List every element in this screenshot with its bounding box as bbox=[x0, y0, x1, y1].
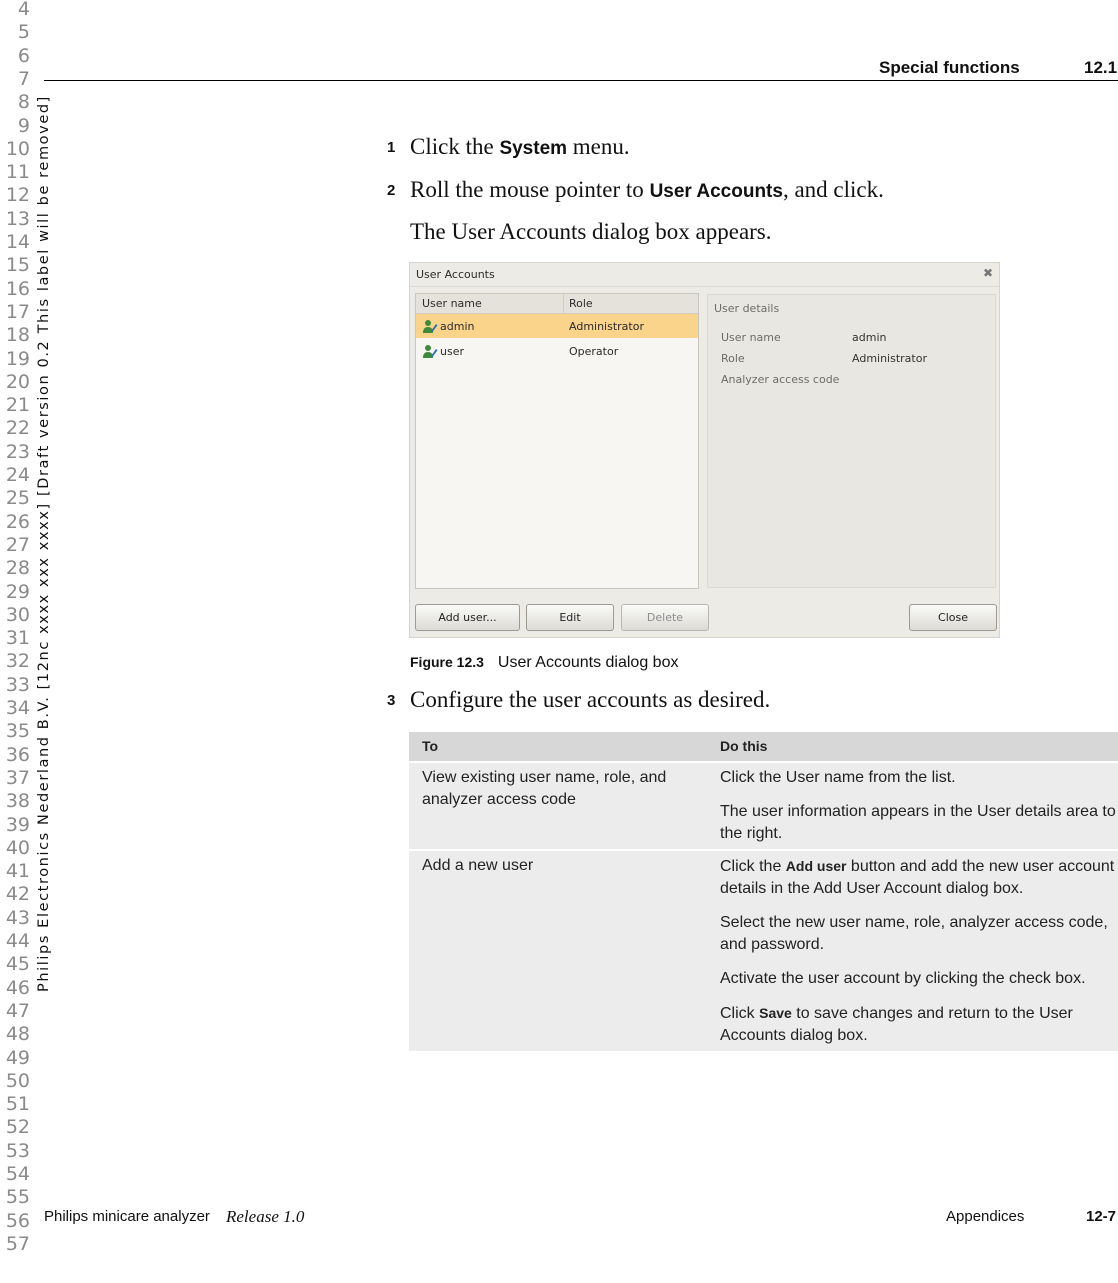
footer-page-number: 12-7 bbox=[1086, 1208, 1117, 1225]
line-number: 21 bbox=[5, 394, 30, 417]
list-row-admin[interactable] bbox=[416, 314, 698, 338]
line-number: 34 bbox=[5, 697, 30, 719]
menu-item-name: User Accounts bbox=[649, 181, 783, 202]
line-number: 29 bbox=[5, 580, 30, 603]
step-number: 3 bbox=[387, 692, 396, 709]
user-list[interactable] bbox=[415, 293, 699, 589]
header-section-number: 12.1 bbox=[1084, 58, 1118, 77]
list-header bbox=[416, 294, 698, 314]
detail-label-access-code: Analyzer access code bbox=[721, 373, 840, 386]
table-cell-to: View existing user name, role, and analyzer access code bbox=[422, 769, 667, 808]
user-name-cell: admin bbox=[440, 320, 475, 333]
figure-label: Figure 12.3 bbox=[410, 654, 484, 670]
line-number: 48 bbox=[5, 1023, 30, 1046]
step-number: 1 bbox=[387, 139, 396, 156]
line-number: 7 bbox=[17, 67, 30, 90]
line-number: 11 bbox=[5, 161, 30, 184]
table-cell-do bbox=[720, 855, 1118, 1059]
line-number: 53 bbox=[5, 1139, 30, 1162]
instruction-paragraph: Click Save to save changes and return to the User Accounts dialog box. bbox=[720, 1005, 1073, 1044]
line-number: 13 bbox=[5, 207, 30, 230]
menu-name: System bbox=[499, 138, 568, 159]
table-cell-do bbox=[720, 767, 1118, 857]
line-number: 46 bbox=[5, 976, 30, 999]
line-number: 55 bbox=[5, 1186, 30, 1209]
table-cell-to: Add a new user bbox=[422, 857, 534, 874]
line-number: 47 bbox=[5, 999, 30, 1022]
line-number: 37 bbox=[5, 766, 30, 789]
line-number: 4 bbox=[17, 0, 30, 20]
line-number: 28 bbox=[5, 557, 30, 580]
dialog-title: User Accounts bbox=[416, 268, 495, 281]
line-number: 39 bbox=[5, 813, 30, 836]
list-row-user[interactable] bbox=[416, 339, 698, 363]
line-number: 32 bbox=[5, 650, 30, 673]
details-title: User details bbox=[714, 302, 780, 315]
line-number: 42 bbox=[5, 883, 30, 906]
header-rule bbox=[44, 80, 1118, 81]
instruction-paragraph: Click the User name from the list. bbox=[720, 769, 956, 786]
line-number: 14 bbox=[5, 231, 30, 253]
line-number: 36 bbox=[5, 743, 30, 766]
line-number: 12 bbox=[5, 184, 30, 207]
footer-release: Release 1.0 bbox=[226, 1207, 305, 1226]
step-text: Roll the mouse pointer to User Accounts, and click. bbox=[410, 177, 884, 202]
button-name: Add user bbox=[785, 858, 847, 874]
title-divider bbox=[410, 286, 999, 287]
instruction-paragraph: The user information appears in the User details area to the right. bbox=[720, 803, 1116, 842]
line-number: 54 bbox=[5, 1163, 30, 1185]
table-row bbox=[409, 851, 1118, 1051]
line-number: 19 bbox=[5, 347, 30, 370]
line-number: 57 bbox=[5, 1232, 30, 1255]
line-number: 50 bbox=[5, 1069, 30, 1092]
footer-section: Appendices bbox=[946, 1208, 1025, 1225]
line-number: 18 bbox=[5, 324, 30, 347]
instruction-paragraph: Activate the user account by clicking the check box. bbox=[720, 970, 1086, 987]
line-number: 43 bbox=[5, 906, 30, 929]
role-cell: Administrator bbox=[569, 320, 644, 333]
button-name: Save bbox=[759, 1005, 792, 1021]
line-number: 51 bbox=[5, 1093, 30, 1116]
edit-button[interactable]: Edit bbox=[526, 604, 614, 631]
detail-label-user-name: User name bbox=[721, 331, 781, 344]
add-user-button[interactable]: Add user... bbox=[415, 604, 520, 631]
line-number: 23 bbox=[5, 440, 30, 463]
step-number: 2 bbox=[387, 182, 396, 199]
line-number: 31 bbox=[5, 627, 30, 650]
column-header-to: To bbox=[422, 738, 439, 754]
user-pencil-icon bbox=[422, 318, 438, 334]
step-note: The User Accounts dialog box appears. bbox=[410, 219, 772, 244]
instruction-paragraph: Click the Add user button and add the new user account details in the Add User Account dialog box. bbox=[720, 858, 1115, 897]
role-cell: Operator bbox=[569, 345, 619, 358]
close-button[interactable]: Close bbox=[909, 604, 997, 631]
line-number: 30 bbox=[5, 603, 30, 626]
delete-button[interactable]: Delete bbox=[621, 604, 709, 631]
line-number: 22 bbox=[5, 417, 30, 440]
line-number: 41 bbox=[5, 860, 30, 883]
figure-caption: Figure 12.3 User Accounts dialog box bbox=[410, 654, 679, 671]
column-header-role[interactable]: Role bbox=[569, 297, 593, 310]
line-number: 6 bbox=[17, 44, 30, 67]
line-number: 45 bbox=[5, 953, 30, 976]
line-number: 33 bbox=[5, 673, 30, 696]
line-number: 15 bbox=[5, 254, 30, 277]
draft-watermark-label: Philips Electronics Nederland B.V. [12nc xxxx xxx xxxx] [Draft version 0.2 This label will be removed] bbox=[36, 95, 52, 992]
line-number: 16 bbox=[5, 277, 30, 300]
detail-value-user-name: admin bbox=[852, 331, 887, 344]
close-x-icon[interactable]: ✖ bbox=[982, 266, 993, 280]
line-number: 8 bbox=[17, 91, 30, 114]
user-accounts-dialog bbox=[409, 262, 1000, 638]
line-number: 49 bbox=[5, 1046, 30, 1069]
detail-label-role: Role bbox=[721, 352, 745, 365]
column-header-user-name[interactable]: User name bbox=[422, 297, 482, 310]
line-number: 52 bbox=[5, 1116, 30, 1139]
instruction-paragraph: Select the new user name, role, analyzer access code, and password. bbox=[720, 914, 1108, 953]
line-number: 24 bbox=[5, 464, 30, 486]
table-row bbox=[409, 763, 1118, 849]
detail-value-role: Administrator bbox=[852, 352, 927, 365]
line-number: 10 bbox=[5, 137, 30, 160]
line-number: 25 bbox=[5, 487, 30, 510]
line-number: 27 bbox=[5, 533, 30, 556]
line-number: 56 bbox=[5, 1209, 30, 1232]
header-section-title: Special functions bbox=[879, 58, 1020, 77]
line-number: 35 bbox=[5, 720, 30, 743]
step-text: Click the System menu. bbox=[410, 134, 630, 159]
column-header-do-this: Do this bbox=[720, 738, 768, 754]
line-number: 40 bbox=[5, 836, 30, 859]
table-header bbox=[409, 732, 1118, 761]
step-text: Configure the user accounts as desired. bbox=[410, 687, 771, 712]
user-pencil-icon bbox=[422, 343, 438, 359]
line-number: 5 bbox=[17, 21, 30, 44]
line-number: 9 bbox=[17, 114, 30, 137]
footer-product-name: Philips minicare analyzer bbox=[44, 1208, 210, 1225]
user-name-cell: user bbox=[440, 345, 464, 358]
line-number: 20 bbox=[5, 370, 30, 393]
line-number: 17 bbox=[5, 300, 30, 323]
line-number: 44 bbox=[5, 930, 30, 952]
user-details-panel bbox=[707, 294, 996, 588]
column-separator bbox=[563, 294, 564, 313]
line-number: 38 bbox=[5, 790, 30, 813]
line-number: 26 bbox=[5, 510, 30, 533]
